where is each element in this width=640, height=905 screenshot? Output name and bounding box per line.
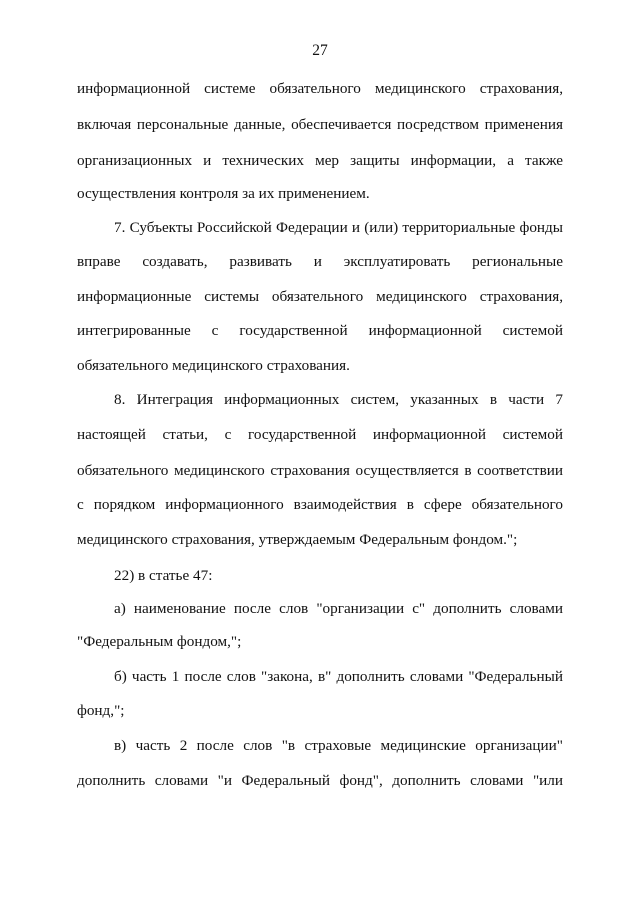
text-line: интегрированные с государственной информационной системой	[77, 322, 563, 339]
text-line: 8. Интеграция информационных систем, указанных в части 7	[114, 391, 563, 408]
text-line: организационных и технических мер защиты информации, а также	[77, 152, 563, 169]
text-line: в) часть 2 после слов "в страховые медицинские организации"	[114, 737, 563, 754]
text-line: вправе создавать, развивать и эксплуатировать региональные	[77, 253, 563, 270]
text-line: с порядком информационного взаимодействия в сфере обязательного	[77, 496, 563, 513]
text-line: 7. Субъекты Российской Федерации и (или) территориальные фонды	[114, 219, 563, 236]
text-line: осуществления контроля за их применением.	[77, 185, 370, 202]
text-line: настоящей статьи, с государственной информационной системой	[77, 426, 563, 443]
text-line: а) наименование после слов "организации с" дополнить словами	[114, 600, 563, 617]
text-line: фонд,";	[77, 702, 125, 719]
text-line: медицинского страхования, утверждаемым Федеральным фондом.";	[77, 531, 518, 548]
text-line: информационной системе обязательного медицинского страхования,	[77, 80, 563, 97]
text-line: 22) в статье 47:	[114, 567, 213, 584]
text-line: обязательного медицинского страхования осуществляется в соответствии	[77, 462, 563, 479]
text-line: обязательного медицинского страхования.	[77, 357, 350, 374]
page-number: 27	[312, 42, 328, 59]
text-line: информационные системы обязательного медицинского страхования,	[77, 288, 563, 305]
text-line: включая персональные данные, обеспечивается посредством применения	[77, 116, 563, 133]
text-line: б) часть 1 после слов "закона, в" дополнить словами "Федеральный	[114, 668, 563, 685]
text-line: "Федеральным фондом,";	[77, 633, 242, 650]
text-line: дополнить словами "и Федеральный фонд", дополнить словами "или	[77, 772, 563, 789]
